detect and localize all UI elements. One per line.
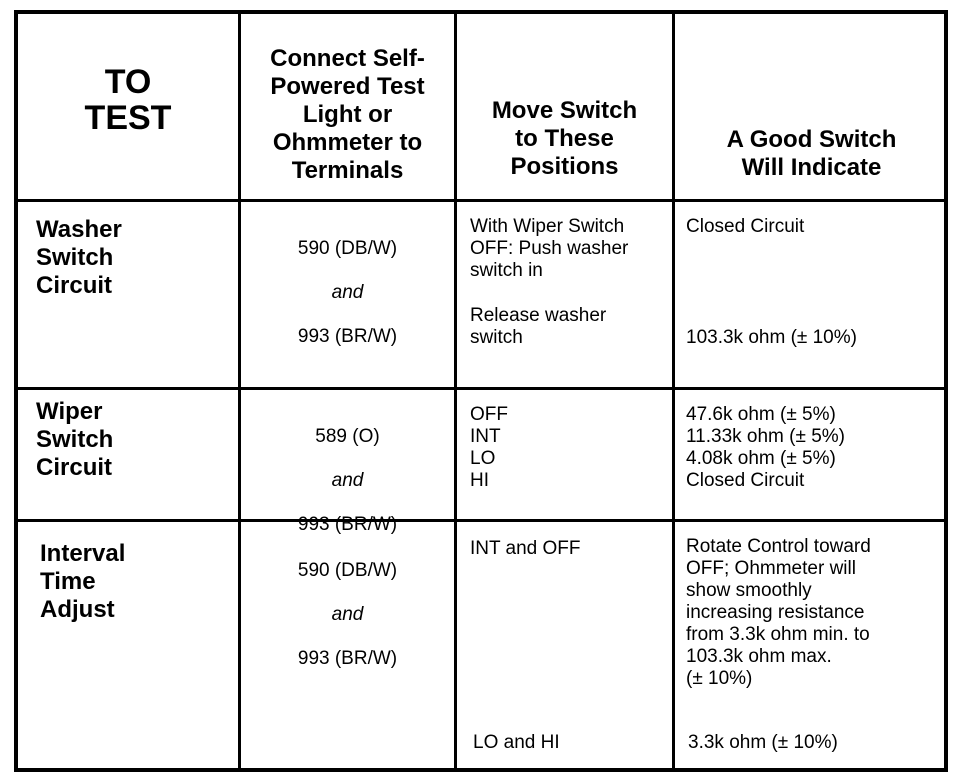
- result-interval-rotate: Rotate Control toward OFF; Ohmmeter will show smoothly increasing resistance from 3.3k ohm min. to 103.3k ohm max. (± 10%): [686, 536, 871, 689]
- terminal-line-2: 993 (BR/W): [297, 326, 398, 347]
- header-good-switch-text: A Good Switch Will Indicate: [726, 126, 897, 181]
- header-connect-text: Connect Self- Powered Test Light or Ohmmeter to Terminals: [270, 44, 425, 184]
- header-good-switch: [675, 124, 948, 184]
- header-move-switch: [457, 94, 672, 184]
- positions-washer-push: With Wiper Switch OFF: Push washer switch in: [470, 216, 629, 281]
- result-interval-lo-hi: 3.3k ohm (± 10%): [688, 732, 838, 753]
- terminal-and: and: [331, 604, 364, 625]
- result-washer-release: 103.3k ohm (± 10%): [686, 327, 857, 348]
- terminal-line-2: 993 (BR/W): [297, 514, 398, 535]
- header-move-switch-text: Move Switch to These Positions: [491, 97, 638, 180]
- terminals-interval: [241, 538, 454, 692]
- terminal-and: and: [331, 282, 364, 303]
- header-connect: [241, 42, 454, 187]
- row-label-interval: Interval Time Adjust: [40, 540, 126, 623]
- terminal-line-1: 590 (DB/W): [297, 560, 398, 581]
- switch-test-table: [14, 10, 948, 772]
- terminal-line-1: 589 (O): [315, 426, 380, 447]
- terminals-washer: [241, 216, 454, 370]
- row-divider: [18, 199, 944, 202]
- positions-interval-lo-hi: LO and HI: [473, 732, 560, 753]
- row-label-wiper: Wiper Switch Circuit: [36, 398, 114, 481]
- terminals-wiper: [241, 404, 454, 558]
- result-wiper: 47.6k ohm (± 5%) 11.33k ohm (± 5%) 4.08k ohm (± 5%) Closed Circuit: [686, 404, 845, 491]
- row-divider: [18, 519, 944, 522]
- result-washer-push: Closed Circuit: [686, 216, 805, 237]
- terminal-line-1: 590 (DB/W): [297, 238, 398, 259]
- positions-wiper: OFF INT LO HI: [470, 404, 508, 491]
- header-to-test-text: TO TEST: [84, 63, 172, 137]
- positions-washer-release: Release washer switch: [470, 305, 607, 348]
- positions-interval-int-off: INT and OFF: [470, 538, 581, 559]
- terminal-line-2: 993 (BR/W): [297, 648, 398, 669]
- row-label-washer: Washer Switch Circuit: [36, 216, 122, 299]
- header-to-test: [18, 64, 238, 136]
- terminal-and: and: [331, 470, 364, 491]
- row-divider: [18, 387, 944, 390]
